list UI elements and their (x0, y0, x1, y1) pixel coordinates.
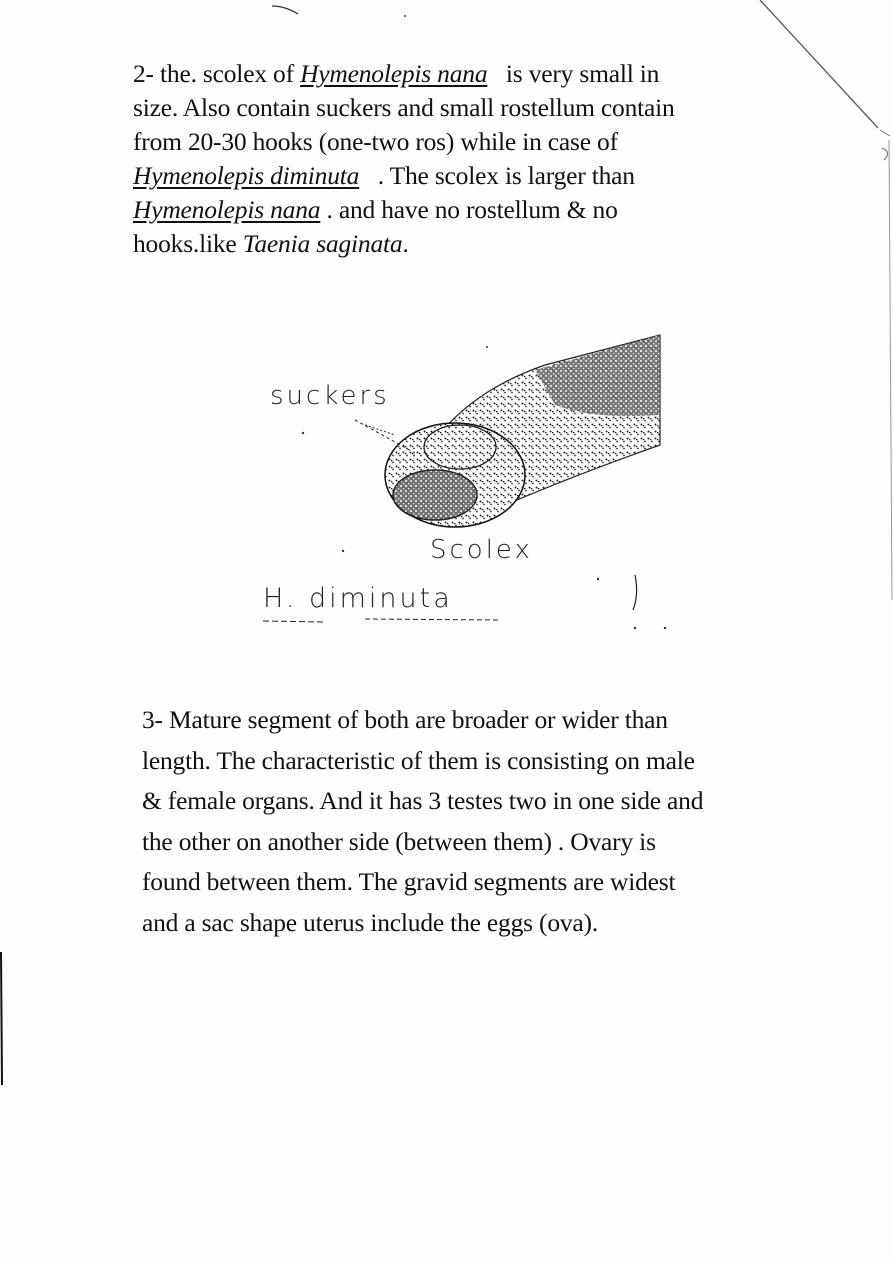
text-run: . The scolex is larger than (377, 161, 635, 190)
paragraph-line: & female organs. And it has 3 testes two in one side and (142, 786, 704, 815)
text-run: hooks.like (133, 229, 243, 258)
paragraph-line: found between them. The gravid segments are widest (142, 867, 676, 896)
paragraph-line (133, 193, 675, 227)
species-name: Hymenolepis diminuta (133, 161, 360, 190)
text-run: . (402, 229, 409, 258)
label-suckers: suckers (270, 381, 390, 411)
paragraph-line: 3- Mature segment of both are broader or wider than (142, 705, 668, 734)
scolex-drawing (255, 325, 675, 635)
label-species: H. diminuta (263, 583, 453, 614)
species-name: Hymenolepis nana (300, 59, 488, 88)
paragraph-line (133, 57, 675, 91)
text-run: . and have no rostellum & no (320, 195, 618, 224)
paragraph-line: from 20-30 hooks (one-two ros) while in case of (133, 127, 618, 156)
paragraph-line (133, 159, 675, 193)
paragraph-line (133, 227, 675, 261)
species-name: Taenia saginata (242, 229, 403, 258)
paragraph-line: the other on another side (between them) . Ovary is (142, 826, 656, 856)
paragraph-line: and a sac shape uterus include the eggs (ova). (142, 907, 599, 937)
text-run: is very small in (505, 59, 660, 88)
paragraph-scolex (133, 57, 675, 261)
species-name: Hymenolepis nana (133, 195, 321, 224)
label-scolex: Scolex (430, 535, 533, 565)
paragraph-mature-segment (142, 700, 703, 943)
paragraph-line: length. The characteristic of them is consisting on male (142, 745, 695, 775)
text-run: 2- the. scolex of (133, 59, 301, 88)
paragraph-line: size. Also contain suckers and small rostellum contain (133, 93, 675, 122)
